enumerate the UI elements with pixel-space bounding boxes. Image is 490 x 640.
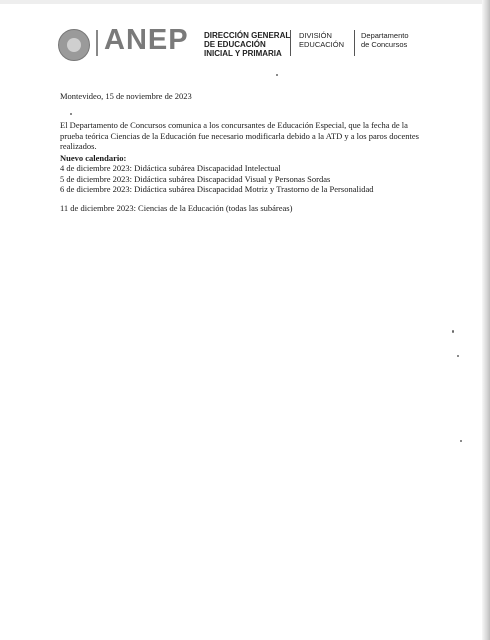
division-line: DIVISIÓN [299,31,332,40]
scan-speck [457,355,459,357]
scan-speck [452,330,454,333]
department-line: Departamento [361,31,409,40]
org-line: DE EDUCACIÓN [204,40,266,49]
division-line: EDUCACIÓN [299,40,345,49]
department-name [361,31,409,49]
logo-divider [96,30,98,56]
division-name [299,31,344,49]
letterhead [58,24,428,60]
calendar-item: 4 de diciembre 2023: Didáctica subárea Discapacidad Intelectual [60,163,281,173]
calendar-item: 6 de diciembre 2023: Didáctica subárea Discapacidad Motriz y Trastorno de la Personalidad [60,184,374,194]
organization-name [204,31,290,58]
scan-speck [460,440,462,442]
header-divider [290,30,291,56]
org-line: INICIAL Y PRIMARIA [204,49,282,58]
department-line: de Concursos [361,40,408,49]
calendar-item: 5 de diciembre 2023: Didáctica subárea Discapacidad Visual y Personas Sordas [60,173,331,184]
scan-speck [70,113,72,115]
anep-logo: ANEP [104,24,189,56]
scan-top-edge [0,0,490,4]
calendar-heading: Nuevo calendario: [60,153,127,163]
scan-speck [276,74,278,76]
letter-intro-paragraph: El Departamento de Concursos comunica a los concursantes de Educación Especial, que la fecha de la prueba teórica Ciencias de la Educación fue necesario modificarla debido a la ATD y a los paros docentes realizados. [60,120,419,151]
org-line: DIRECCIÓN GENERAL [204,31,291,40]
final-exam-line: 11 de diciembre 2023: Ciencias de la Educación (todas las subáreas) [60,203,293,213]
header-divider [354,30,355,56]
coat-of-arms-icon [58,29,90,61]
scan-right-edge [482,0,490,640]
letter-date: Montevideo, 15 de noviembre de 2023 [60,91,192,101]
calendar-list [60,163,432,195]
